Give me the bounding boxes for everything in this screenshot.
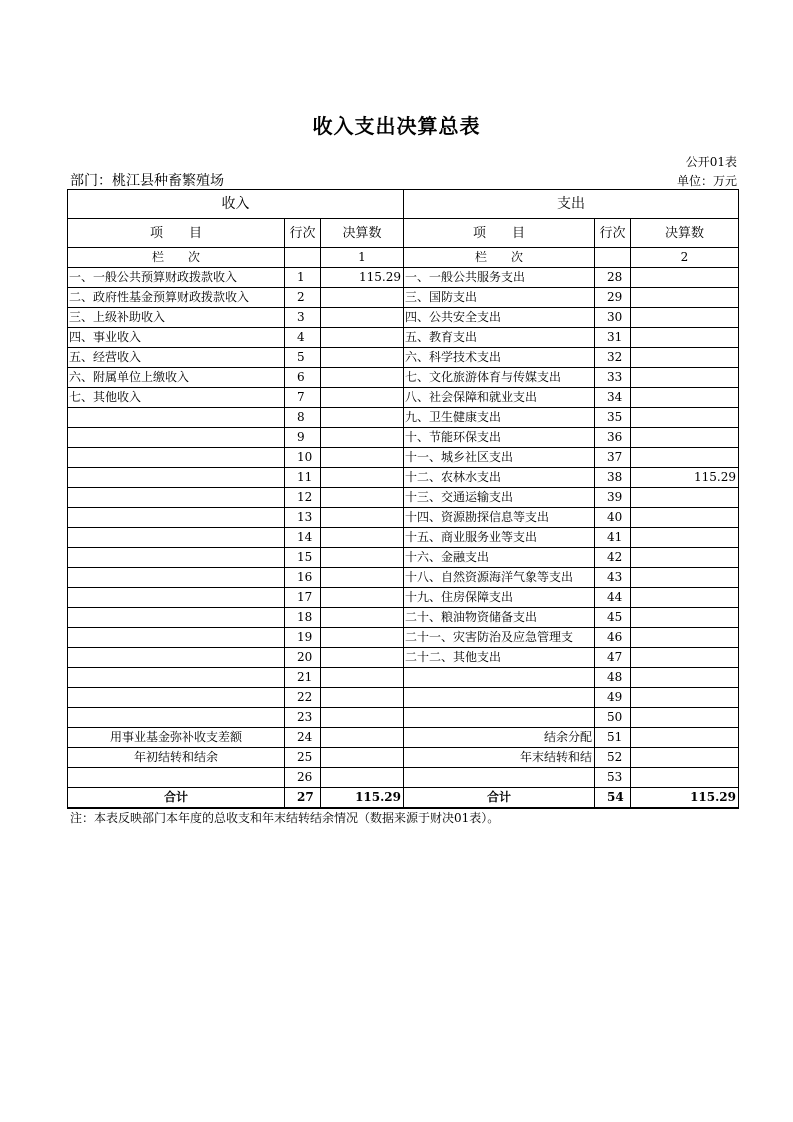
expense-item-name: 年末结转和结 — [404, 748, 595, 768]
income-item-name — [68, 648, 285, 668]
table-row — [68, 748, 739, 768]
income-item-name — [68, 408, 285, 428]
income-item-name — [68, 668, 285, 688]
expense-item-name: 一、一般公共服务支出 — [404, 268, 595, 288]
income-expense-table — [67, 189, 739, 809]
table-row — [68, 728, 739, 748]
income-amount — [321, 528, 404, 548]
income-line-number: 14 — [285, 528, 321, 548]
table-row — [68, 568, 739, 588]
expense-item-name: 十三、交通运输支出 — [404, 488, 595, 508]
table-row — [68, 328, 739, 348]
expense-item-name: 四、公共安全支出 — [404, 308, 595, 328]
expense-line-number: 37 — [595, 448, 631, 468]
expense-item-name — [404, 668, 595, 688]
income-amount — [321, 548, 404, 568]
expense-line-number: 44 — [595, 588, 631, 608]
expense-amount — [631, 308, 739, 328]
income-amount — [321, 468, 404, 488]
expense-item-name: 二十一、灾害防治及应急管理支 — [404, 628, 595, 648]
income-column-label: 栏 次 — [68, 248, 285, 268]
table-row — [68, 668, 739, 688]
income-line-number: 3 — [285, 308, 321, 328]
table-row — [68, 608, 739, 628]
expense-line-number: 33 — [595, 368, 631, 388]
income-item-name: 六、附属单位上缴收入 — [68, 368, 285, 388]
income-line-number: 21 — [285, 668, 321, 688]
expense-item-name — [404, 708, 595, 728]
expense-amount — [631, 508, 739, 528]
expense-amount — [631, 728, 739, 748]
income-amount — [321, 728, 404, 748]
expense-amount — [631, 568, 739, 588]
table-row — [68, 688, 739, 708]
expense-amount — [631, 268, 739, 288]
expense-line-number: 29 — [595, 288, 631, 308]
expense-item-name: 二十、粮油物资储备支出 — [404, 608, 595, 628]
expense-item-name: 结余分配 — [404, 728, 595, 748]
income-line-number: 10 — [285, 448, 321, 468]
table-row — [68, 468, 739, 488]
expense-total-amount: 115.29 — [631, 788, 739, 809]
expense-item-name: 十五、商业服务业等支出 — [404, 528, 595, 548]
expense-amount — [631, 588, 739, 608]
income-item-name — [68, 528, 285, 548]
income-amount — [321, 568, 404, 588]
expense-amount — [631, 448, 739, 468]
expense-line-number: 42 — [595, 548, 631, 568]
income-item-name — [68, 468, 285, 488]
table-row — [68, 448, 739, 468]
expense-amount — [631, 328, 739, 348]
income-line-number: 1 — [285, 268, 321, 288]
expense-amount — [631, 388, 739, 408]
income-item-name: 用事业基金弥补收支差额 — [68, 728, 285, 748]
expense-line-number: 36 — [595, 428, 631, 448]
income-item-name: 三、上级补助收入 — [68, 308, 285, 328]
table-row — [68, 508, 739, 528]
income-line-number: 20 — [285, 648, 321, 668]
expense-amount-header: 决算数 — [631, 219, 739, 248]
expense-item-header: 项 目 — [404, 219, 595, 248]
expense-total-line: 54 — [595, 788, 631, 809]
income-amount — [321, 288, 404, 308]
income-item-name — [68, 588, 285, 608]
department-label: 部门：桃江县种畜繁殖场 — [70, 173, 224, 189]
table-row — [68, 548, 739, 568]
table-row — [68, 268, 739, 288]
income-item-name: 五、经营收入 — [68, 348, 285, 368]
expense-line-number: 53 — [595, 768, 631, 788]
income-amount — [321, 768, 404, 788]
expense-amount — [631, 428, 739, 448]
income-column-number: 1 — [321, 248, 404, 268]
income-line-number: 13 — [285, 508, 321, 528]
table-row — [68, 428, 739, 448]
table-row — [68, 708, 739, 728]
income-amount — [321, 588, 404, 608]
income-line-number: 2 — [285, 288, 321, 308]
expense-total-label: 合计 — [404, 788, 595, 809]
table-row — [68, 408, 739, 428]
expense-column-label: 栏 次 — [404, 248, 595, 268]
expense-amount — [631, 708, 739, 728]
income-total-amount: 115.29 — [321, 788, 404, 809]
expense-item-name: 三、国防支出 — [404, 288, 595, 308]
income-item-name: 年初结转和结余 — [68, 748, 285, 768]
table-row — [68, 368, 739, 388]
income-amount — [321, 688, 404, 708]
expense-amount — [631, 648, 739, 668]
income-amount-header: 决算数 — [321, 219, 404, 248]
expense-item-name: 八、社会保障和就业支出 — [404, 388, 595, 408]
expense-line-number: 46 — [595, 628, 631, 648]
income-line-number: 26 — [285, 768, 321, 788]
empty-cell — [285, 248, 321, 268]
footnote: 注：本表反映部门本年度的总收支和年末结转结余情况（数据来源于财决01表）。 — [70, 811, 500, 825]
income-amount — [321, 428, 404, 448]
income-line-number: 4 — [285, 328, 321, 348]
expense-item-name: 六、科学技术支出 — [404, 348, 595, 368]
expense-item-name: 十二、农林水支出 — [404, 468, 595, 488]
expense-line-number: 28 — [595, 268, 631, 288]
income-amount — [321, 368, 404, 388]
expense-line-number: 51 — [595, 728, 631, 748]
expense-amount — [631, 548, 739, 568]
income-item-name — [68, 628, 285, 648]
income-line-number: 7 — [285, 388, 321, 408]
form-code: 公开01表 — [685, 155, 737, 169]
income-amount — [321, 388, 404, 408]
income-item-name — [68, 548, 285, 568]
expense-amount — [631, 748, 739, 768]
income-line-number: 24 — [285, 728, 321, 748]
table-row — [68, 648, 739, 668]
income-line-number: 8 — [285, 408, 321, 428]
table-row — [68, 348, 739, 368]
table-row — [68, 308, 739, 328]
income-amount — [321, 508, 404, 528]
table-row — [68, 628, 739, 648]
expense-item-name: 九、卫生健康支出 — [404, 408, 595, 428]
income-item-name: 四、事业收入 — [68, 328, 285, 348]
table-row — [68, 528, 739, 548]
expense-line-header: 行次 — [595, 219, 631, 248]
expense-line-number: 43 — [595, 568, 631, 588]
expense-line-number: 39 — [595, 488, 631, 508]
expense-amount — [631, 408, 739, 428]
income-line-number: 19 — [285, 628, 321, 648]
income-item-name: 一、一般公共预算财政拨款收入 — [68, 268, 285, 288]
expense-line-number: 30 — [595, 308, 631, 328]
expense-amount — [631, 288, 739, 308]
expense-line-number: 38 — [595, 468, 631, 488]
expense-item-name: 五、教育支出 — [404, 328, 595, 348]
income-line-header: 行次 — [285, 219, 321, 248]
expense-line-number: 40 — [595, 508, 631, 528]
income-item-name — [68, 488, 285, 508]
income-line-number: 17 — [285, 588, 321, 608]
income-item-name: 二、政府性基金预算财政拨款收入 — [68, 288, 285, 308]
expense-line-number: 49 — [595, 688, 631, 708]
expense-line-number: 41 — [595, 528, 631, 548]
income-line-number: 6 — [285, 368, 321, 388]
expense-item-name — [404, 768, 595, 788]
expense-line-number: 52 — [595, 748, 631, 768]
expense-header: 支出 — [404, 190, 739, 219]
expense-item-name: 十九、住房保障支出 — [404, 588, 595, 608]
table-row — [68, 388, 739, 408]
expense-amount — [631, 668, 739, 688]
income-amount — [321, 408, 404, 428]
income-amount — [321, 648, 404, 668]
income-amount — [321, 488, 404, 508]
expense-item-name: 十四、资源勘探信息等支出 — [404, 508, 595, 528]
total-row — [68, 788, 739, 809]
income-amount — [321, 308, 404, 328]
expense-amount — [631, 348, 739, 368]
income-item-name: 七、其他收入 — [68, 388, 285, 408]
expense-amount: 115.29 — [631, 468, 739, 488]
income-amount — [321, 328, 404, 348]
income-item-name — [68, 608, 285, 628]
income-item-name — [68, 448, 285, 468]
income-amount — [321, 708, 404, 728]
expense-line-number: 35 — [595, 408, 631, 428]
table-row — [68, 588, 739, 608]
expense-item-name: 十、节能环保支出 — [404, 428, 595, 448]
income-line-number: 23 — [285, 708, 321, 728]
income-line-number: 25 — [285, 748, 321, 768]
income-amount — [321, 748, 404, 768]
income-line-number: 18 — [285, 608, 321, 628]
expense-amount — [631, 688, 739, 708]
table-row — [68, 488, 739, 508]
expense-item-name: 十一、城乡社区支出 — [404, 448, 595, 468]
expense-item-name: 七、文化旅游体育与传媒支出 — [404, 368, 595, 388]
expense-line-number: 34 — [595, 388, 631, 408]
table-row — [68, 768, 739, 788]
income-line-number: 11 — [285, 468, 321, 488]
income-total-line: 27 — [285, 788, 321, 809]
unit-label: 单位：万元 — [676, 174, 737, 188]
expense-line-number: 45 — [595, 608, 631, 628]
expense-amount — [631, 768, 739, 788]
income-item-name — [68, 688, 285, 708]
expense-item-name: 二十二、其他支出 — [404, 648, 595, 668]
income-amount — [321, 668, 404, 688]
income-amount — [321, 448, 404, 468]
expense-item-name — [404, 688, 595, 708]
income-header: 收入 — [68, 190, 404, 219]
income-item-name — [68, 508, 285, 528]
expense-line-number: 32 — [595, 348, 631, 368]
income-item-name — [68, 768, 285, 788]
expense-line-number: 48 — [595, 668, 631, 688]
expense-amount — [631, 488, 739, 508]
income-amount — [321, 628, 404, 648]
expense-amount — [631, 628, 739, 648]
income-item-name — [68, 708, 285, 728]
income-amount: 115.29 — [321, 268, 404, 288]
expense-amount — [631, 608, 739, 628]
income-total-label: 合计 — [68, 788, 285, 809]
expense-item-name: 十六、金融支出 — [404, 548, 595, 568]
expense-column-number: 2 — [631, 248, 739, 268]
expense-amount — [631, 528, 739, 548]
empty-cell — [595, 248, 631, 268]
income-item-header: 项 目 — [68, 219, 285, 248]
expense-line-number: 31 — [595, 328, 631, 348]
income-item-name — [68, 568, 285, 588]
expense-line-number: 50 — [595, 708, 631, 728]
income-line-number: 15 — [285, 548, 321, 568]
table-row — [68, 288, 739, 308]
expense-amount — [631, 368, 739, 388]
income-line-number: 12 — [285, 488, 321, 508]
income-amount — [321, 608, 404, 628]
income-line-number: 16 — [285, 568, 321, 588]
income-line-number: 5 — [285, 348, 321, 368]
income-amount — [321, 348, 404, 368]
income-item-name — [68, 428, 285, 448]
expense-item-name: 十八、自然资源海洋气象等支出 — [404, 568, 595, 588]
page-title: 收入支出决算总表 — [312, 114, 481, 138]
expense-line-number: 47 — [595, 648, 631, 668]
income-line-number: 22 — [285, 688, 321, 708]
income-line-number: 9 — [285, 428, 321, 448]
